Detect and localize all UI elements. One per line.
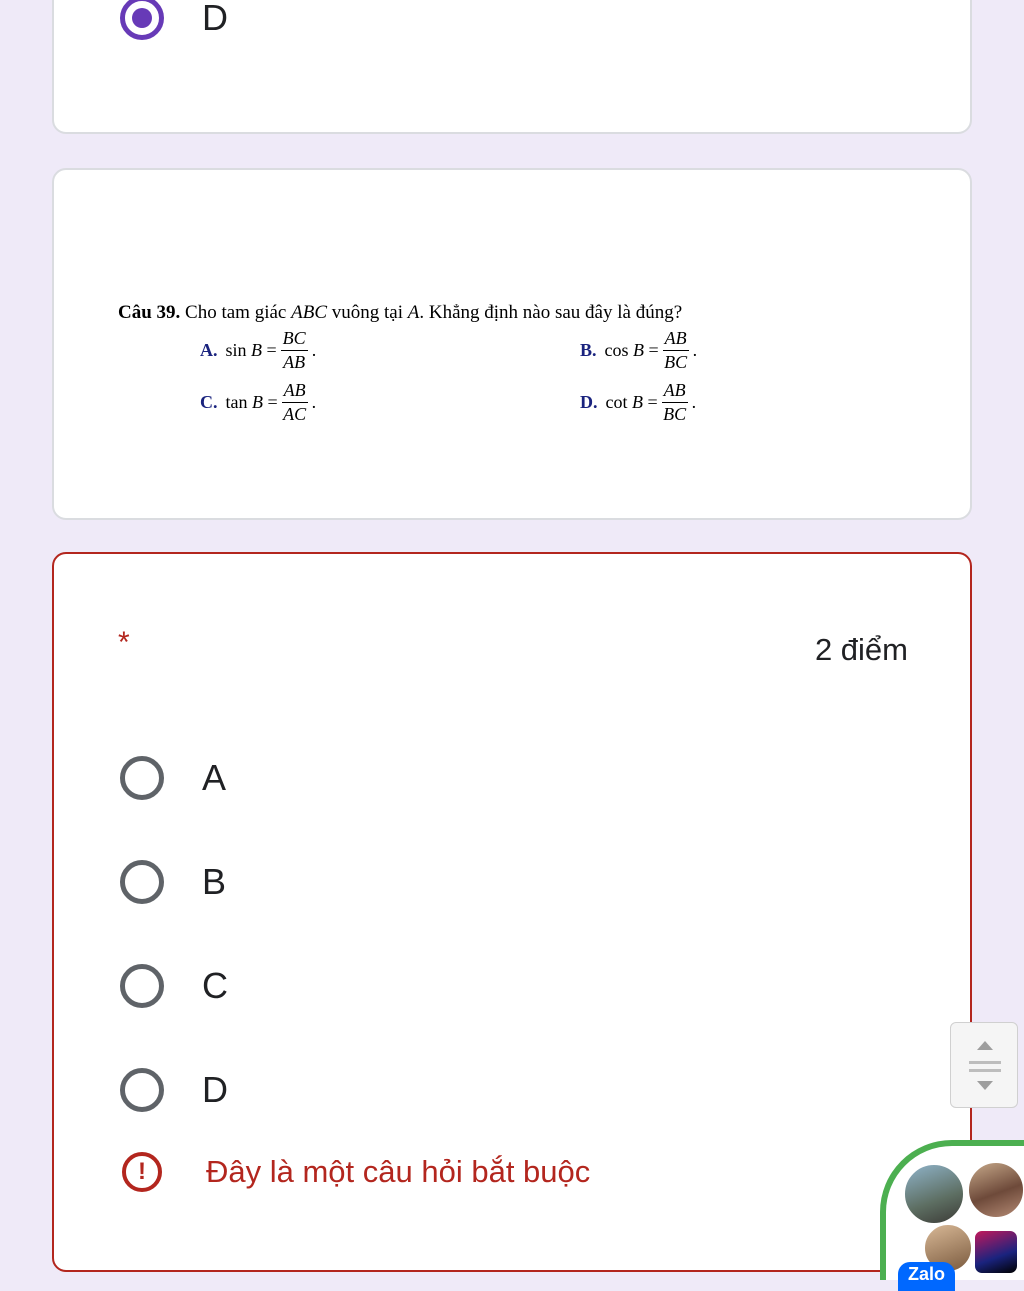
question-stem: Câu 39. Cho tam giác ABC vuông tại A. Khẳng định nào sau đây là đúng? (118, 302, 683, 323)
alert-icon: ! (122, 1152, 162, 1192)
answer-b: B. cos B = $\frac{AB}{BC}$ . (580, 328, 698, 372)
radio-button[interactable] (120, 756, 164, 800)
avatar[interactable] (902, 1162, 966, 1226)
arrow-up-icon (977, 1041, 993, 1050)
option-d-row[interactable] (120, 1062, 228, 1118)
arrow-down-icon (977, 1081, 993, 1090)
option-label: B (202, 861, 227, 902)
answer-d: D. cot B = $\frac{AB}{BC}$ . (580, 380, 697, 424)
required-error (122, 1152, 590, 1192)
zalo-label: Zalo (898, 1262, 955, 1291)
avatar[interactable] (972, 1228, 1020, 1276)
option-c-row[interactable] (120, 958, 228, 1014)
zalo-chat-bubble[interactable] (880, 1140, 1024, 1280)
radio-button[interactable] (120, 1068, 164, 1112)
answer-a: A. sin B = $\frac{BC}{AB}$ . (200, 328, 317, 372)
option-a-row[interactable] (120, 750, 226, 806)
scroll-handle[interactable] (950, 1022, 1018, 1108)
option-label: D (202, 0, 228, 38)
previous-question-card (52, 0, 972, 134)
answer-c: C. tan B = $\frac{AB}{AC}$ . (200, 380, 317, 424)
option-label: C (202, 965, 228, 1006)
question-number: Câu 39. (118, 302, 181, 323)
required-question-card (52, 552, 972, 1272)
radio-button[interactable] (120, 964, 164, 1008)
option-label: A (202, 757, 227, 798)
avatar[interactable] (966, 1160, 1024, 1220)
radio-selected[interactable] (120, 0, 164, 40)
radio-button[interactable] (120, 860, 164, 904)
option-b-row[interactable] (120, 854, 226, 910)
required-asterisk: * (118, 626, 130, 659)
option-label: D (202, 1069, 228, 1110)
question-image-card (52, 168, 972, 520)
error-message: Đây là một câu hỏi bắt buộc (206, 1154, 591, 1189)
points-label: 2 điểm (814, 632, 908, 667)
option-d-row[interactable] (120, 0, 228, 46)
